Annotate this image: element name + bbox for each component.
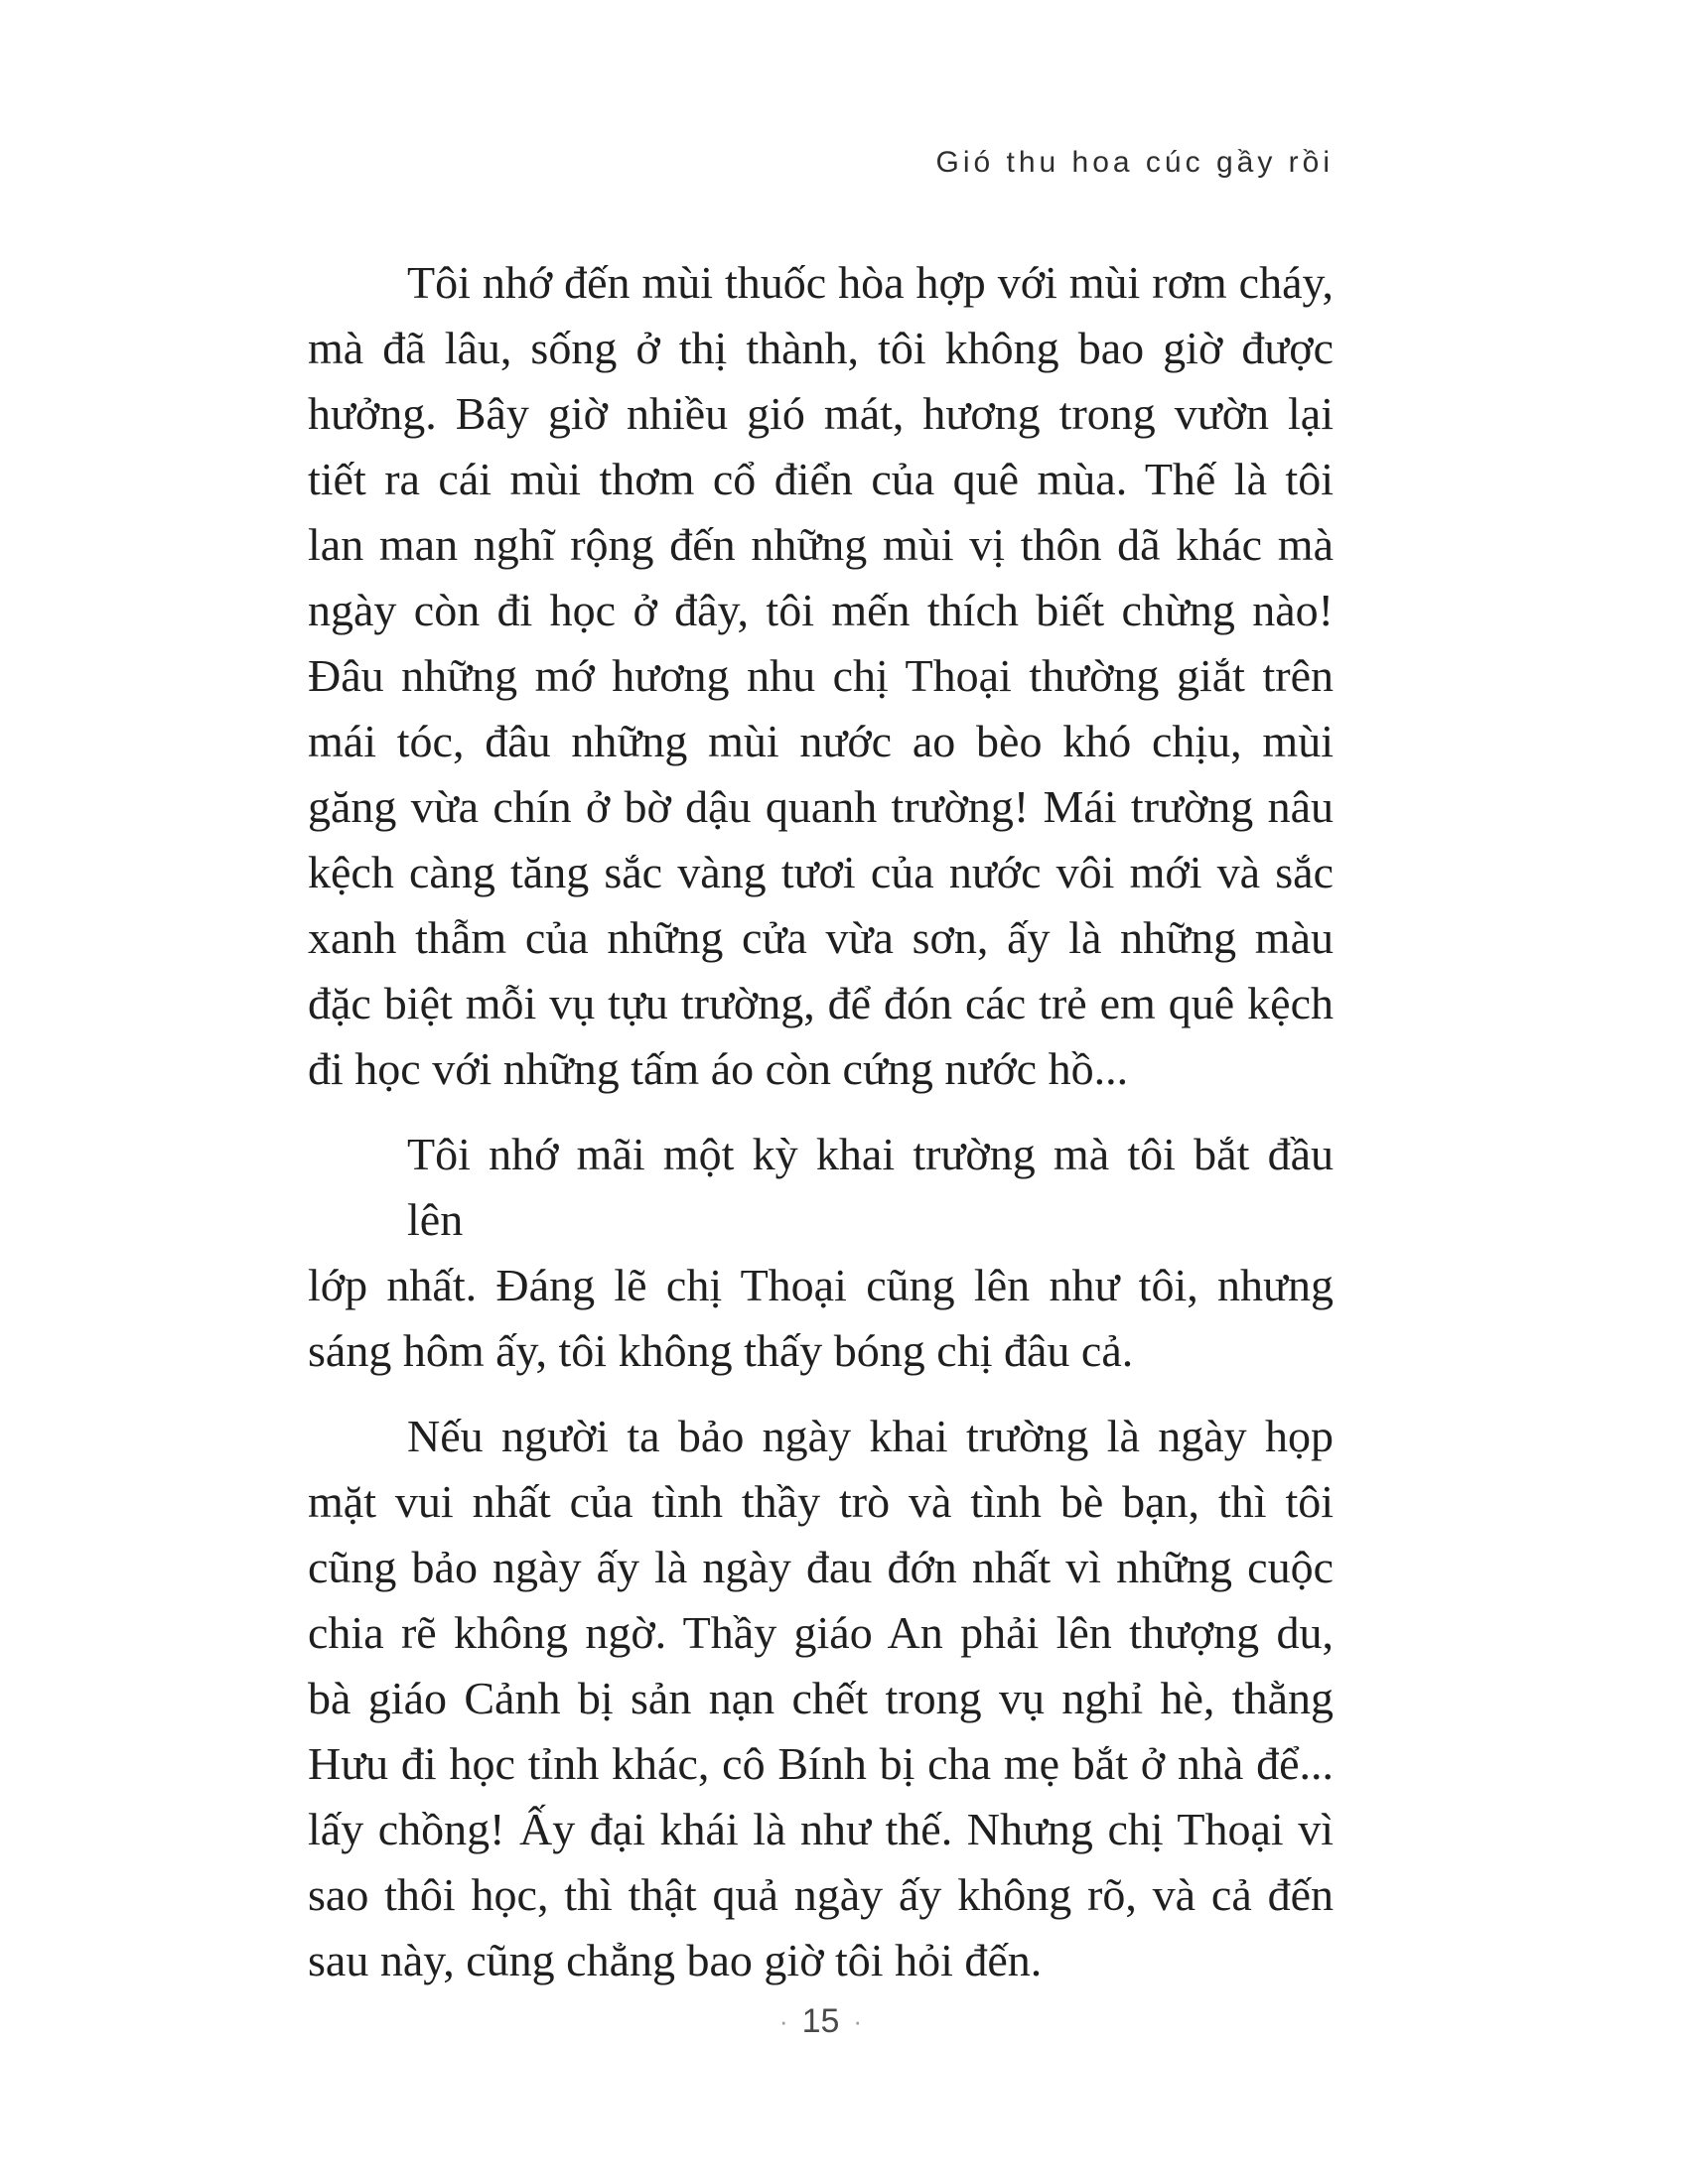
text-line: sao thôi học, thì thật quả ngày ấy không rõ, và cả đến xyxy=(308,1869,1334,1920)
text-line: găng vừa chín ở bờ dậu quanh trường! Mái trường nâu xyxy=(308,781,1334,832)
page-number-footer xyxy=(308,1999,1334,2043)
text-line: mặt vui nhất của tình thầy trò và tình bè bạn, thì tôi xyxy=(308,1476,1334,1527)
paragraph xyxy=(308,1122,1334,1384)
text-line: Tôi nhớ mãi một kỳ khai trường mà tôi bắt đầu lên xyxy=(407,1129,1334,1245)
text-line: sau này, cũng chẳng bao giờ tôi hỏi đến. xyxy=(308,1935,1043,1985)
page-body-text xyxy=(308,250,1334,1993)
text-line: đi học với những tấm áo còn cứng nước hồ... xyxy=(308,1043,1129,1094)
text-line: mà đã lâu, sống ở thị thành, tôi không bao giờ được xyxy=(308,323,1334,373)
text-line: hưởng. Bây giờ nhiều gió mát, hương trong vườn lại xyxy=(308,388,1334,439)
text-line: kệch càng tăng sắc vàng tươi của nước vôi mới và sắc xyxy=(308,847,1334,897)
page-number: 15 xyxy=(801,2002,840,2040)
text-line: Nếu người ta bảo ngày khai trường là ngày họp xyxy=(407,1411,1334,1461)
text-line: sáng hôm ấy, tôi không thấy bóng chị đâu cả. xyxy=(308,1325,1134,1376)
text-line: chia rẽ không ngờ. Thầy giáo An phải lên thượng du, xyxy=(308,1607,1334,1658)
text-line: lớp nhất. Đáng lẽ chị Thoại cũng lên như tôi, nhưng xyxy=(308,1260,1334,1310)
text-line: lan man nghĩ rộng đến những mùi vị thôn dã khác mà xyxy=(308,519,1334,570)
text-line: Hưu đi học tỉnh khác, cô Bính bị cha mẹ bắt ở nhà để... xyxy=(308,1738,1334,1789)
folio-left-dot: · xyxy=(778,2006,788,2036)
running-header-title: Gió thu hoa cúc gầy rồi xyxy=(935,146,1334,179)
text-line: bà giáo Cảnh bị sản nạn chết trong vụ nghỉ hè, thằng xyxy=(308,1673,1334,1723)
text-line: Đâu những mớ hương nhu chị Thoại thường giắt trên xyxy=(308,650,1334,701)
text-line: Tôi nhớ đến mùi thuốc hòa hợp với mùi rơm cháy, xyxy=(407,257,1334,308)
text-line: ngày còn đi học ở đây, tôi mến thích biết chừng nào! xyxy=(308,585,1334,635)
text-line: lấy chồng! Ấy đại khái là như thế. Nhưng chị Thoại vì xyxy=(308,1804,1334,1854)
folio-right-dot: · xyxy=(853,2006,863,2036)
paragraph xyxy=(308,1404,1334,1993)
text-line: mái tóc, đâu những mùi nước ao bèo khó chịu, mùi xyxy=(308,716,1334,766)
paragraph xyxy=(308,250,1334,1102)
text-line: xanh thẫm của những cửa vừa sơn, ấy là những màu xyxy=(308,912,1334,963)
text-line: cũng bảo ngày ấy là ngày đau đớn nhất vì những cuộc xyxy=(308,1542,1334,1592)
text-line: đặc biệt mỗi vụ tựu trường, để đón các trẻ em quê kệch xyxy=(308,978,1334,1028)
text-line: tiết ra cái mùi thơm cổ điển của quê mùa. Thế là tôi xyxy=(308,454,1334,504)
